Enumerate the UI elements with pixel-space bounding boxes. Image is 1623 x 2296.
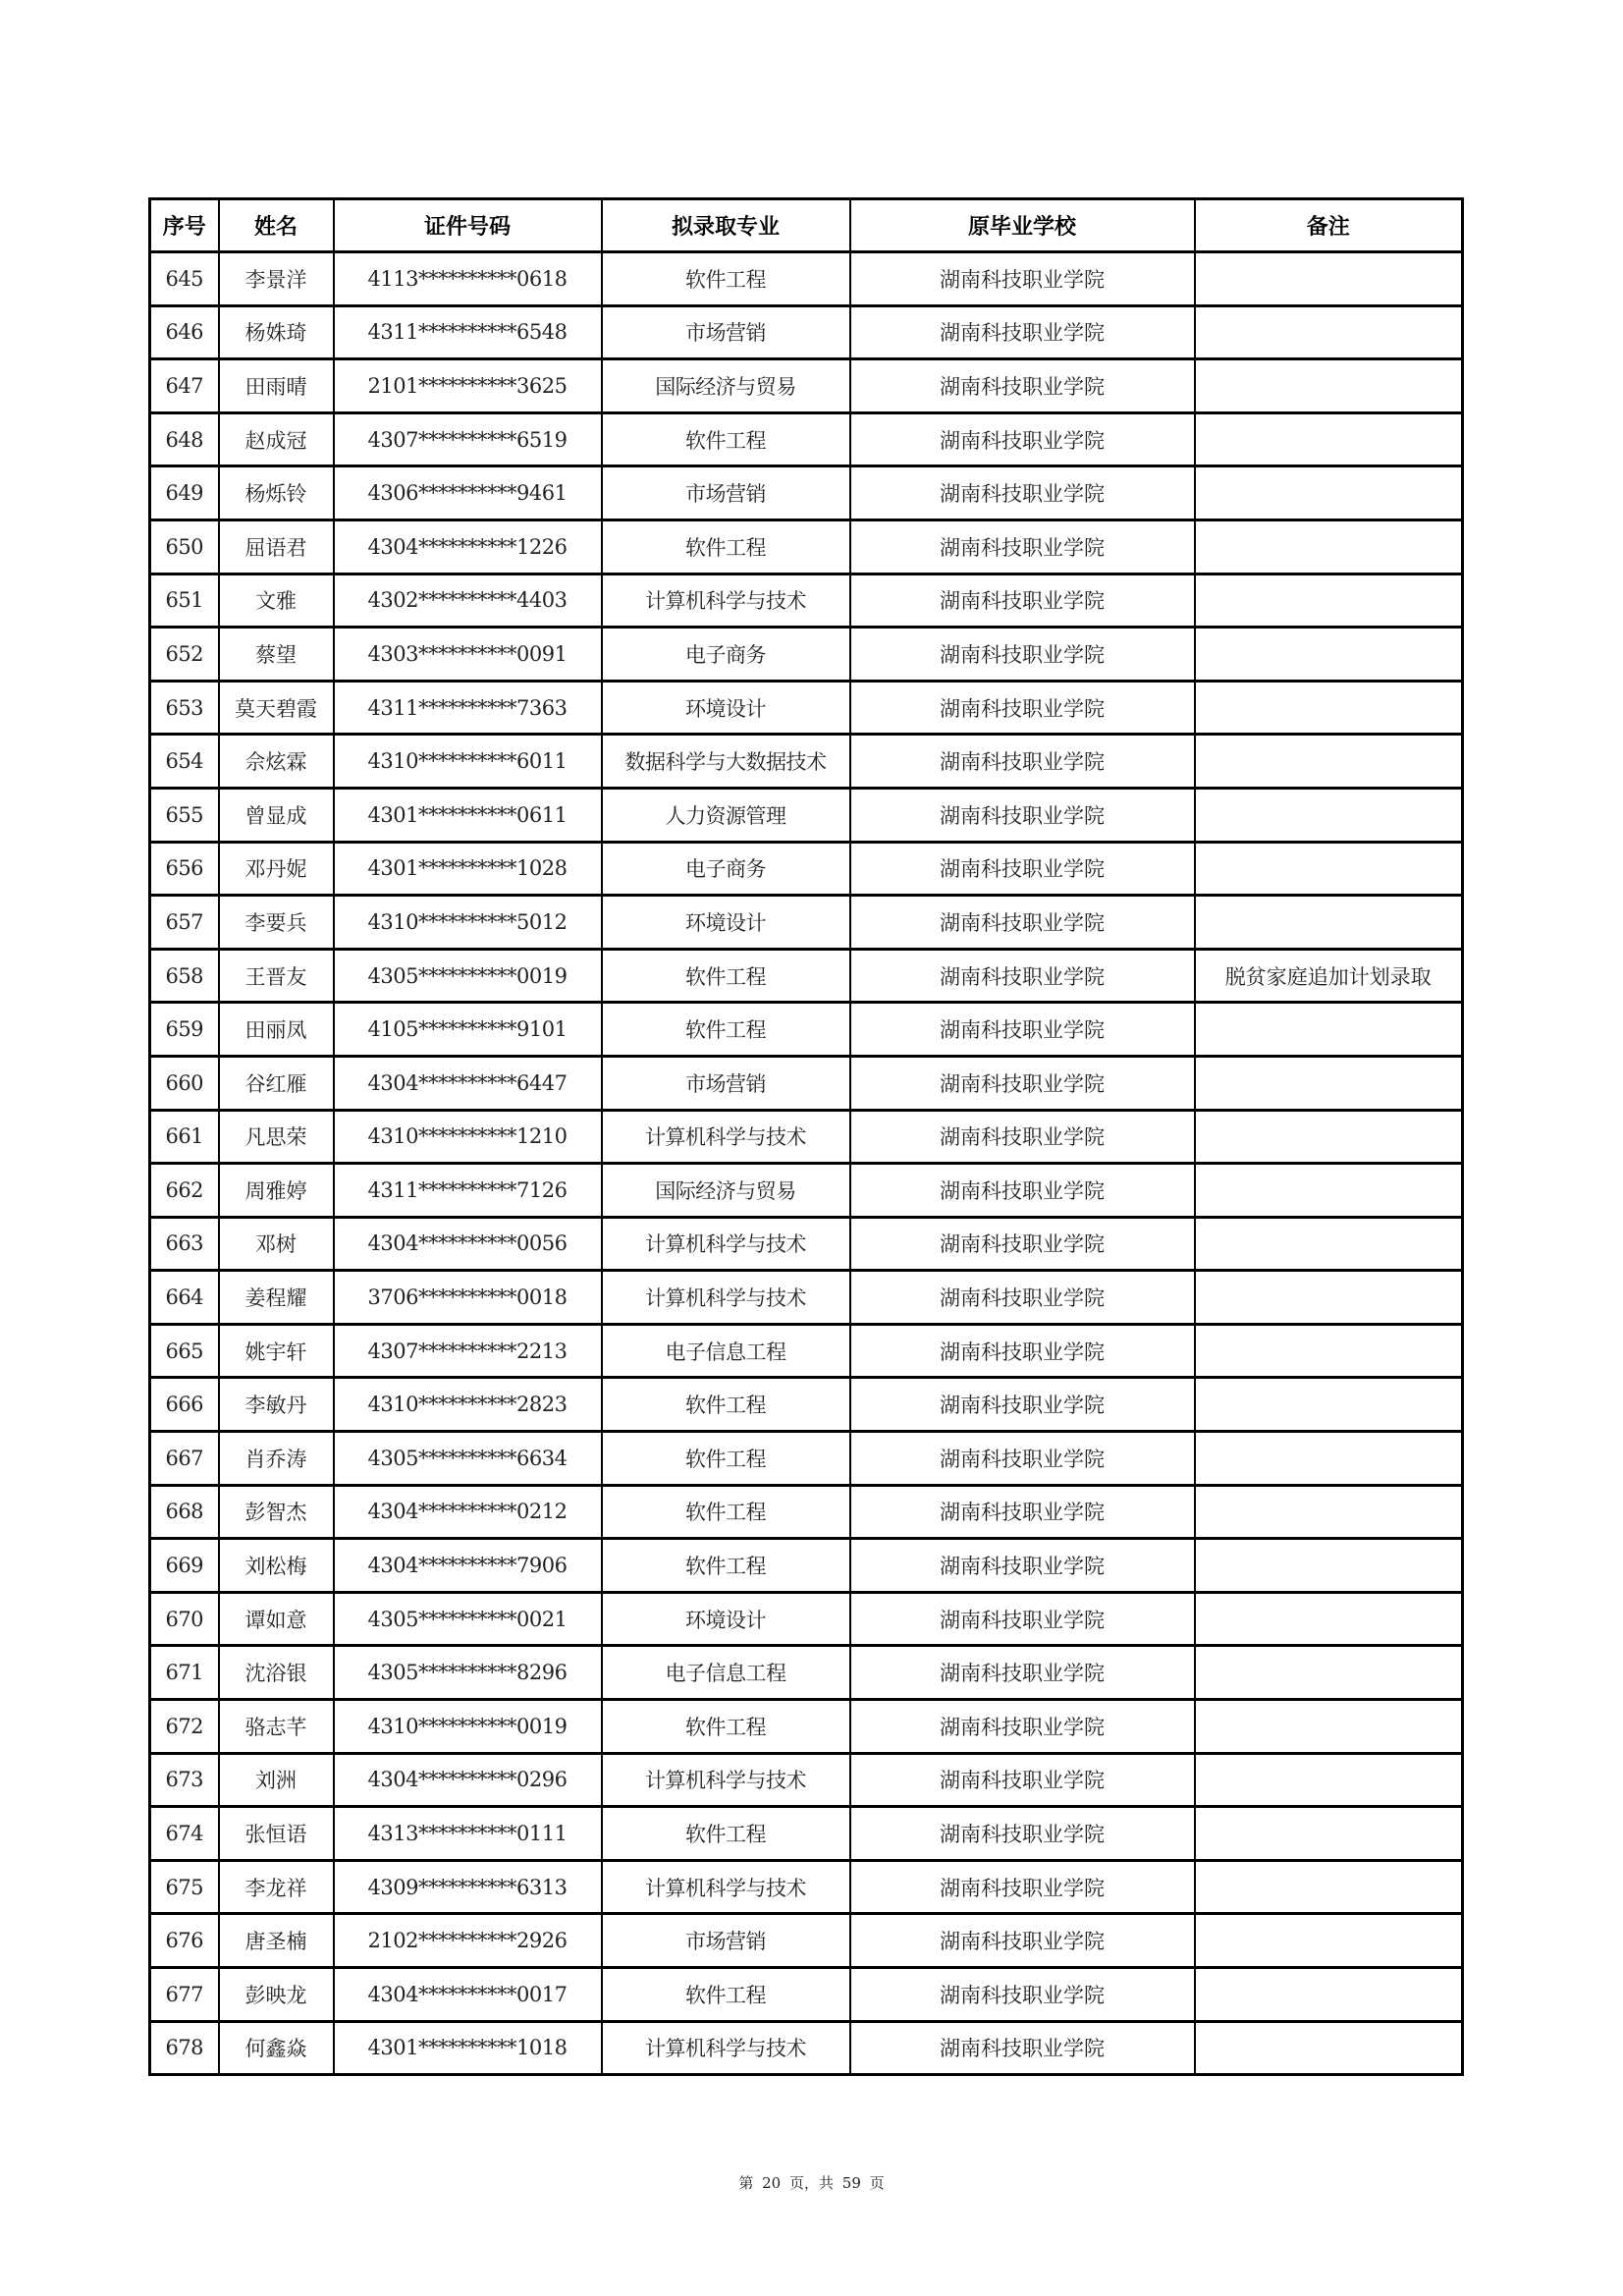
cell-school: 湖南科技职业学院	[850, 1539, 1195, 1593]
cell-remark	[1195, 1110, 1463, 1164]
header-school: 原毕业学校	[850, 199, 1195, 252]
cell-remark	[1195, 842, 1463, 896]
cell-seq: 677	[150, 1968, 219, 2022]
cell-remark	[1195, 1485, 1463, 1539]
cell-seq: 667	[150, 1432, 219, 1486]
cell-name: 李龙祥	[219, 1860, 334, 1914]
cell-id-number: 4301**********0611	[334, 788, 602, 842]
cell-seq: 659	[150, 1003, 219, 1057]
cell-id-number: 3706**********0018	[334, 1271, 602, 1325]
cell-school: 湖南科技职业学院	[850, 681, 1195, 735]
cell-name: 谭如意	[219, 1592, 334, 1646]
cell-remark	[1195, 1056, 1463, 1110]
footer-prefix: 第	[738, 2174, 754, 2192]
cell-seq: 672	[150, 1700, 219, 1754]
cell-major: 市场营销	[602, 305, 850, 359]
table-row	[150, 1110, 1463, 1164]
table-row	[150, 1485, 1463, 1539]
table-row	[150, 1003, 1463, 1057]
cell-remark	[1195, 1968, 1463, 2022]
cell-remark	[1195, 1753, 1463, 1807]
table-row	[150, 735, 1463, 789]
table-row	[150, 1056, 1463, 1110]
cell-school: 湖南科技职业学院	[850, 1968, 1195, 2022]
cell-school: 湖南科技职业学院	[850, 574, 1195, 628]
cell-seq: 651	[150, 574, 219, 628]
cell-remark	[1195, 519, 1463, 574]
cell-school: 湖南科技职业学院	[850, 628, 1195, 682]
table-row	[150, 842, 1463, 896]
cell-school: 湖南科技职业学院	[850, 1432, 1195, 1486]
cell-id-number: 4105**********9101	[334, 1003, 602, 1057]
cell-seq: 678	[150, 2021, 219, 2075]
cell-seq: 650	[150, 519, 219, 574]
cell-school: 湖南科技职业学院	[850, 305, 1195, 359]
cell-name: 杨姝琦	[219, 305, 334, 359]
admission-roster-table	[148, 197, 1464, 2076]
cell-remark	[1195, 1807, 1463, 1861]
cell-name: 刘松梅	[219, 1539, 334, 1593]
table-row	[150, 1324, 1463, 1378]
cell-seq: 668	[150, 1485, 219, 1539]
table-row	[150, 252, 1463, 306]
cell-seq: 649	[150, 466, 219, 520]
cell-remark	[1195, 1378, 1463, 1432]
cell-major: 软件工程	[602, 1378, 850, 1432]
cell-major: 环境设计	[602, 896, 850, 950]
cell-remark	[1195, 681, 1463, 735]
cell-name: 凡思荣	[219, 1110, 334, 1164]
cell-seq: 645	[150, 252, 219, 306]
cell-major: 数据科学与大数据技术	[602, 735, 850, 789]
cell-major: 电子信息工程	[602, 1646, 850, 1700]
cell-major: 软件工程	[602, 1807, 850, 1861]
cell-id-number: 4303**********0091	[334, 628, 602, 682]
cell-major: 软件工程	[602, 1432, 850, 1486]
header-name: 姓名	[219, 199, 334, 252]
cell-name: 唐圣楠	[219, 1914, 334, 1968]
table-row	[150, 1432, 1463, 1486]
table-row	[150, 2021, 1463, 2075]
table-row	[150, 628, 1463, 682]
cell-major: 软件工程	[602, 1700, 850, 1754]
cell-school: 湖南科技职业学院	[850, 1164, 1195, 1218]
footer-total-pages: 59	[841, 2174, 861, 2192]
cell-name: 文雅	[219, 574, 334, 628]
cell-school: 湖南科技职业学院	[850, 949, 1195, 1003]
cell-name: 李景洋	[219, 252, 334, 306]
cell-seq: 663	[150, 1217, 219, 1271]
cell-id-number: 4311**********7363	[334, 681, 602, 735]
cell-major: 计算机科学与技术	[602, 1860, 850, 1914]
cell-seq: 656	[150, 842, 219, 896]
cell-seq: 661	[150, 1110, 219, 1164]
cell-major: 计算机科学与技术	[602, 1217, 850, 1271]
header-seq: 序号	[150, 199, 219, 252]
cell-remark	[1195, 1003, 1463, 1057]
cell-seq: 660	[150, 1056, 219, 1110]
header-remark: 备注	[1195, 199, 1463, 252]
cell-school: 湖南科技职业学院	[850, 1056, 1195, 1110]
cell-id-number: 4306**********9461	[334, 466, 602, 520]
cell-remark	[1195, 1646, 1463, 1700]
cell-name: 邓树	[219, 1217, 334, 1271]
cell-remark	[1195, 305, 1463, 359]
table-row	[150, 681, 1463, 735]
table-row	[150, 1807, 1463, 1861]
cell-id-number: 4310**********5012	[334, 896, 602, 950]
table-row	[150, 519, 1463, 574]
cell-major: 软件工程	[602, 1539, 850, 1593]
cell-school: 湖南科技职业学院	[850, 1324, 1195, 1378]
cell-name: 田丽凤	[219, 1003, 334, 1057]
table-row	[150, 1378, 1463, 1432]
table-row	[150, 1860, 1463, 1914]
cell-remark	[1195, 896, 1463, 950]
cell-school: 湖南科技职业学院	[850, 1003, 1195, 1057]
table-row	[150, 574, 1463, 628]
cell-name: 赵成冠	[219, 412, 334, 466]
cell-id-number: 4310**********2823	[334, 1378, 602, 1432]
table-row	[150, 896, 1463, 950]
cell-remark	[1195, 466, 1463, 520]
cell-seq: 652	[150, 628, 219, 682]
cell-school: 湖南科技职业学院	[850, 1271, 1195, 1325]
table-row	[150, 1164, 1463, 1218]
table-row	[150, 1539, 1463, 1593]
cell-remark	[1195, 1432, 1463, 1486]
cell-id-number: 4304**********7906	[334, 1539, 602, 1593]
cell-id-number: 4304**********0296	[334, 1753, 602, 1807]
cell-name: 李要兵	[219, 896, 334, 950]
cell-id-number: 4310**********0019	[334, 1700, 602, 1754]
table-row	[150, 1914, 1463, 1968]
cell-id-number: 4302**********4403	[334, 574, 602, 628]
table-row	[150, 949, 1463, 1003]
cell-school: 湖南科技职业学院	[850, 1485, 1195, 1539]
cell-remark	[1195, 1164, 1463, 1218]
cell-name: 彭智杰	[219, 1485, 334, 1539]
cell-school: 湖南科技职业学院	[850, 1217, 1195, 1271]
cell-school: 湖南科技职业学院	[850, 1860, 1195, 1914]
cell-name: 佘炫霖	[219, 735, 334, 789]
table-header	[150, 199, 1463, 252]
cell-name: 姜程耀	[219, 1271, 334, 1325]
cell-name: 杨烁铃	[219, 466, 334, 520]
cell-name: 田雨晴	[219, 359, 334, 413]
cell-seq: 662	[150, 1164, 219, 1218]
cell-school: 湖南科技职业学院	[850, 412, 1195, 466]
cell-major: 人力资源管理	[602, 788, 850, 842]
cell-major: 市场营销	[602, 1056, 850, 1110]
cell-major: 软件工程	[602, 252, 850, 306]
cell-school: 湖南科技职业学院	[850, 1110, 1195, 1164]
cell-major: 电子商务	[602, 628, 850, 682]
cell-major: 电子信息工程	[602, 1324, 850, 1378]
header-id-number: 证件号码	[334, 199, 602, 252]
cell-name: 姚宇轩	[219, 1324, 334, 1378]
cell-school: 湖南科技职业学院	[850, 252, 1195, 306]
table-row	[150, 1700, 1463, 1754]
cell-name: 蔡望	[219, 628, 334, 682]
cell-name: 刘洲	[219, 1753, 334, 1807]
cell-remark	[1195, 1914, 1463, 1968]
cell-major: 计算机科学与技术	[602, 1753, 850, 1807]
table-row	[150, 359, 1463, 413]
cell-id-number: 4113**********0618	[334, 252, 602, 306]
cell-remark	[1195, 1539, 1463, 1593]
cell-school: 湖南科技职业学院	[850, 1753, 1195, 1807]
cell-id-number: 4313**********0111	[334, 1807, 602, 1861]
cell-name: 骆志芊	[219, 1700, 334, 1754]
cell-school: 湖南科技职业学院	[850, 735, 1195, 789]
cell-id-number: 2101**********3625	[334, 359, 602, 413]
cell-seq: 669	[150, 1539, 219, 1593]
cell-major: 国际经济与贸易	[602, 359, 850, 413]
cell-school: 湖南科技职业学院	[850, 466, 1195, 520]
cell-name: 谷红雁	[219, 1056, 334, 1110]
cell-id-number: 4305**********8296	[334, 1646, 602, 1700]
cell-seq: 676	[150, 1914, 219, 1968]
cell-seq: 658	[150, 949, 219, 1003]
cell-name: 周雅婷	[219, 1164, 334, 1218]
cell-major: 国际经济与贸易	[602, 1164, 850, 1218]
cell-id-number: 4304**********0017	[334, 1968, 602, 2022]
cell-remark	[1195, 359, 1463, 413]
cell-name: 彭映龙	[219, 1968, 334, 2022]
cell-major: 软件工程	[602, 412, 850, 466]
table-row	[150, 1753, 1463, 1807]
cell-school: 湖南科技职业学院	[850, 1646, 1195, 1700]
cell-name: 王晋友	[219, 949, 334, 1003]
cell-id-number: 4307**********2213	[334, 1324, 602, 1378]
table-row	[150, 466, 1463, 520]
cell-id-number: 4304**********6447	[334, 1056, 602, 1110]
cell-remark	[1195, 252, 1463, 306]
cell-seq: 664	[150, 1271, 219, 1325]
table-row	[150, 305, 1463, 359]
cell-school: 湖南科技职业学院	[850, 1592, 1195, 1646]
cell-id-number: 4304**********0056	[334, 1217, 602, 1271]
cell-school: 湖南科技职业学院	[850, 359, 1195, 413]
cell-remark	[1195, 412, 1463, 466]
cell-id-number: 4311**********7126	[334, 1164, 602, 1218]
cell-major: 软件工程	[602, 519, 850, 574]
cell-name: 曾显成	[219, 788, 334, 842]
cell-major: 计算机科学与技术	[602, 1110, 850, 1164]
cell-name: 李敏丹	[219, 1378, 334, 1432]
cell-id-number: 4305**********0021	[334, 1592, 602, 1646]
table-row	[150, 1217, 1463, 1271]
cell-major: 环境设计	[602, 1592, 850, 1646]
cell-remark	[1195, 1324, 1463, 1378]
footer-middle: 页，共	[788, 2174, 834, 2192]
cell-major: 软件工程	[602, 1968, 850, 2022]
cell-id-number: 4305**********0019	[334, 949, 602, 1003]
cell-major: 计算机科学与技术	[602, 2021, 850, 2075]
cell-id-number: 4304**********0212	[334, 1485, 602, 1539]
cell-id-number: 2102**********2926	[334, 1914, 602, 1968]
cell-school: 湖南科技职业学院	[850, 1914, 1195, 1968]
footer-suffix: 页	[869, 2174, 885, 2192]
cell-name: 何鑫焱	[219, 2021, 334, 2075]
cell-remark	[1195, 628, 1463, 682]
cell-school: 湖南科技职业学院	[850, 519, 1195, 574]
page-footer	[0, 2172, 1623, 2193]
table-row	[150, 412, 1463, 466]
cell-major: 电子商务	[602, 842, 850, 896]
cell-major: 软件工程	[602, 1003, 850, 1057]
cell-school: 湖南科技职业学院	[850, 842, 1195, 896]
cell-major: 市场营销	[602, 466, 850, 520]
table-row	[150, 1646, 1463, 1700]
cell-id-number: 4307**********6519	[334, 412, 602, 466]
cell-seq: 670	[150, 1592, 219, 1646]
cell-seq: 648	[150, 412, 219, 466]
cell-seq: 655	[150, 788, 219, 842]
footer-current-page: 20	[762, 2174, 782, 2192]
cell-seq: 675	[150, 1860, 219, 1914]
header-row	[150, 199, 1463, 252]
cell-seq: 657	[150, 896, 219, 950]
cell-seq: 647	[150, 359, 219, 413]
cell-id-number: 4310**********1210	[334, 1110, 602, 1164]
cell-remark	[1195, 1271, 1463, 1325]
cell-school: 湖南科技职业学院	[850, 788, 1195, 842]
cell-major: 计算机科学与技术	[602, 574, 850, 628]
cell-id-number: 4305**********6634	[334, 1432, 602, 1486]
cell-remark	[1195, 574, 1463, 628]
cell-seq: 653	[150, 681, 219, 735]
cell-remark	[1195, 735, 1463, 789]
cell-school: 湖南科技职业学院	[850, 1378, 1195, 1432]
cell-id-number: 4301**********1018	[334, 2021, 602, 2075]
cell-seq: 654	[150, 735, 219, 789]
cell-major: 软件工程	[602, 1485, 850, 1539]
cell-name: 肖乔涛	[219, 1432, 334, 1486]
cell-school: 湖南科技职业学院	[850, 896, 1195, 950]
cell-seq: 665	[150, 1324, 219, 1378]
cell-id-number: 4311**********6548	[334, 305, 602, 359]
cell-remark	[1195, 1860, 1463, 1914]
cell-name: 邓丹妮	[219, 842, 334, 896]
cell-school: 湖南科技职业学院	[850, 1700, 1195, 1754]
cell-seq: 666	[150, 1378, 219, 1432]
cell-school: 湖南科技职业学院	[850, 2021, 1195, 2075]
cell-remark	[1195, 1217, 1463, 1271]
cell-major: 软件工程	[602, 949, 850, 1003]
cell-major: 市场营销	[602, 1914, 850, 1968]
table-row	[150, 1271, 1463, 1325]
cell-school: 湖南科技职业学院	[850, 1807, 1195, 1861]
cell-id-number: 4310**********6011	[334, 735, 602, 789]
cell-major: 计算机科学与技术	[602, 1271, 850, 1325]
table-row	[150, 788, 1463, 842]
cell-id-number: 4309**********6313	[334, 1860, 602, 1914]
cell-id-number: 4301**********1028	[334, 842, 602, 896]
cell-major: 环境设计	[602, 681, 850, 735]
cell-name: 沈浴银	[219, 1646, 334, 1700]
cell-remark: 脱贫家庭追加计划录取	[1195, 949, 1463, 1003]
cell-remark	[1195, 788, 1463, 842]
table-row	[150, 1592, 1463, 1646]
cell-id-number: 4304**********1226	[334, 519, 602, 574]
cell-seq: 671	[150, 1646, 219, 1700]
cell-remark	[1195, 2021, 1463, 2075]
table-row	[150, 1968, 1463, 2022]
header-major: 拟录取专业	[602, 199, 850, 252]
cell-name: 张恒语	[219, 1807, 334, 1861]
cell-remark	[1195, 1592, 1463, 1646]
cell-seq: 646	[150, 305, 219, 359]
cell-remark	[1195, 1700, 1463, 1754]
cell-seq: 673	[150, 1753, 219, 1807]
cell-name: 莫天碧霞	[219, 681, 334, 735]
cell-name: 屈语君	[219, 519, 334, 574]
cell-seq: 674	[150, 1807, 219, 1861]
table-body	[150, 252, 1463, 2075]
